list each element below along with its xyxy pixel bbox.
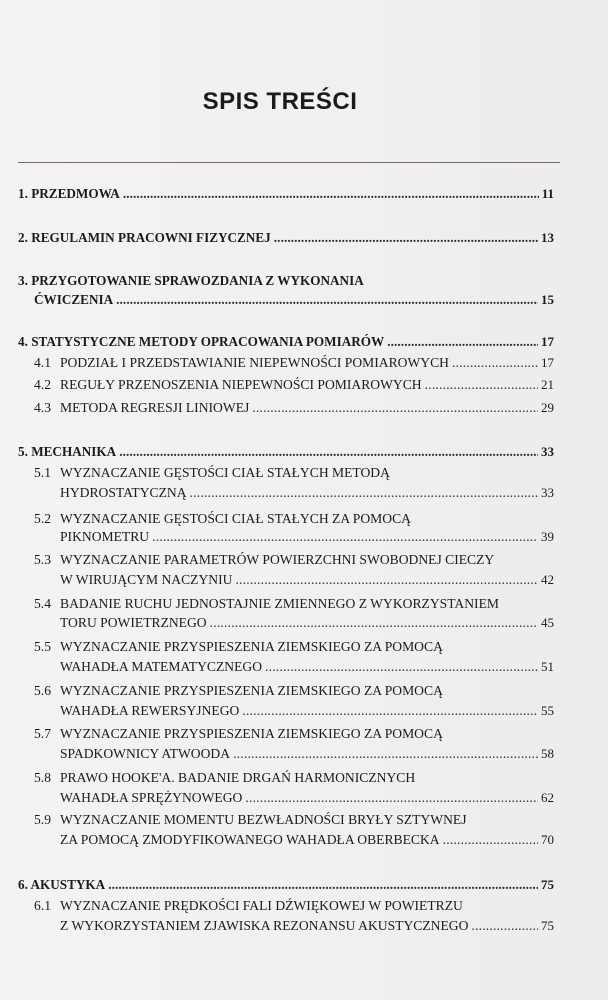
toc-chapter-4 (18, 333, 554, 350)
toc-page: 58 (541, 746, 554, 761)
toc-section-5-2-line1 (34, 510, 411, 527)
toc-section-5-4-line1 (34, 595, 499, 612)
toc-section-6-1 (60, 917, 554, 934)
toc-section-5-9 (60, 831, 554, 848)
dot-leader (210, 614, 538, 631)
toc-number: 4.2 (34, 377, 51, 392)
toc-section-5-1-line1 (34, 464, 390, 481)
toc-section-5-3 (60, 571, 554, 588)
dot-leader (471, 917, 538, 934)
toc-label: 1. PRZEDMOWA (18, 186, 120, 201)
toc-number: 5.1 (34, 465, 51, 480)
toc-label-line1: BADANIE RUCHU JEDNOSTAJNIE ZMIENNEGO Z WYKORZYSTANIEM (60, 596, 499, 611)
toc-page: 75 (541, 877, 554, 892)
toc-page: 45 (541, 615, 554, 630)
toc-number: 5.7 (34, 726, 51, 741)
dot-leader (274, 229, 538, 246)
toc-label: TORU POWIETRZNEGO (60, 615, 207, 630)
toc-label: WAHADŁA SPRĘŻYNOWEGO (60, 790, 243, 805)
toc-page: 62 (541, 790, 554, 805)
toc-section-5-5-line1 (34, 638, 443, 655)
toc-label-line1: WYZNACZANIE GĘSTOŚCI CIAŁ STAŁYCH METODĄ (60, 465, 390, 480)
toc-label-line1: PRAWO HOOKE'A. BADANIE DRGAŃ HARMONICZNYCH (60, 770, 416, 785)
toc-label-line1: WYZNACZANIE PRZYSPIESZENIA ZIEMSKIEGO ZA POMOCĄ (60, 726, 443, 741)
toc-label-line1: WYZNACZANIE MOMENTU BEZWŁADNOŚCI BRYŁY SZTYWNEJ (60, 812, 467, 827)
toc-page: 13 (541, 230, 554, 245)
toc-label: HYDROSTATYCZNĄ (60, 485, 187, 500)
toc-chapter-3-line1: 3. PRZYGOTOWANIE SPRAWOZDANIA Z WYKONANIA (18, 273, 364, 288)
toc-label: REGUŁY PRZENOSZENIA NIEPEWNOŚCI POMIAROWYCH (60, 377, 422, 392)
toc-page: 29 (541, 400, 554, 415)
toc-label-line1: WYZNACZANIE PRZYSPIESZENIA ZIEMSKIEGO ZA POMOCĄ (60, 639, 443, 654)
dot-leader (443, 831, 538, 848)
page-title: SPIS TREŚCI (202, 88, 358, 115)
dot-leader (235, 571, 538, 588)
toc-section-4-3 (34, 399, 554, 416)
toc-page: 39 (541, 529, 554, 544)
dot-leader (425, 376, 538, 393)
toc-section-4-1 (34, 354, 554, 371)
dot-leader (116, 291, 538, 308)
toc-number: 5.8 (34, 770, 51, 785)
toc-label: PIKNOMETRU (60, 529, 150, 544)
toc-chapter-2 (18, 229, 554, 246)
toc-number: 5.3 (34, 552, 51, 567)
toc-number: 4.3 (34, 400, 51, 415)
toc-label: W WIRUJĄCYM NACZYNIU (60, 572, 233, 587)
toc-chapter-3 (34, 291, 554, 308)
toc-section-5-3-line1 (34, 551, 494, 568)
toc-number: 5.9 (34, 812, 51, 827)
toc-number: 4.1 (34, 355, 51, 370)
toc-number: 5.6 (34, 683, 51, 698)
toc-page: 17 (541, 355, 554, 370)
toc-section-5-8 (60, 789, 554, 806)
toc-label: Z WYKORZYSTANIEM ZJAWISKA REZONANSU AKUSTYCZNEGO (60, 918, 469, 933)
toc-chapter-1 (18, 185, 554, 202)
toc-label-line1: WYZNACZANIE GĘSTOŚCI CIAŁ STAŁYCH ZA POMOCĄ (60, 511, 411, 526)
dot-leader (152, 528, 538, 545)
dot-leader (387, 333, 538, 350)
toc-section-5-9-line1 (34, 811, 467, 828)
dot-leader (242, 702, 538, 719)
toc-label: PODZIAŁ I PRZEDSTAWIANIE NIEPEWNOŚCI POMIAROWYCH (60, 355, 449, 370)
title-rule (18, 162, 560, 163)
toc-label-line1: WYZNACZANIE PRZYSPIESZENIA ZIEMSKIEGO ZA POMOCĄ (60, 683, 443, 698)
dot-leader (265, 658, 538, 675)
toc-page: 42 (541, 572, 554, 587)
toc-page: 70 (541, 832, 554, 847)
dot-leader (245, 789, 538, 806)
toc-chapter-5 (18, 443, 554, 460)
toc-label-line1: WYZNACZANIE PRĘDKOŚCI FALI DŹWIĘKOWEJ W POWIETRZU (60, 898, 463, 913)
dot-leader (252, 399, 538, 416)
toc-label: 5. MECHANIKA (18, 444, 117, 459)
toc-number: 6.1 (34, 898, 51, 913)
toc-label: METODA REGRESJI LINIOWEJ (60, 400, 250, 415)
toc-label-line1: WYZNACZANIE PARAMETRÓW POWIERZCHNI SWOBODNEJ CIECZY (60, 552, 495, 567)
toc-page: 51 (541, 659, 554, 674)
toc-label: ĆWICZENIA (34, 292, 114, 307)
toc-section-5-1 (60, 484, 554, 501)
toc-page: 33 (541, 444, 554, 459)
toc-page: 17 (541, 334, 554, 349)
dot-leader (190, 484, 538, 501)
toc-number: 5.5 (34, 639, 51, 654)
toc-number: 5.2 (34, 511, 51, 526)
toc-section-5-5 (60, 658, 554, 675)
toc-page: 15 (541, 292, 554, 307)
toc-label: 2. REGULAMIN PRACOWNI FIZYCZNEJ (18, 230, 271, 245)
toc-label: ZA POMOCĄ ZMODYFIKOWANEGO WAHADŁA OBERBECKA (60, 832, 440, 847)
toc-label: SPADKOWNICY ATWOODA (60, 746, 231, 761)
dot-leader (452, 354, 538, 371)
toc-page: 33 (541, 485, 554, 500)
toc-number: 5.4 (34, 596, 51, 611)
toc-page: 11 (541, 186, 554, 201)
toc-section-5-2 (60, 528, 554, 545)
toc-page: 75 (541, 918, 554, 933)
toc-label: WAHADŁA REWERSYJNEGO (60, 703, 240, 718)
toc-section-6-1-line1 (34, 897, 463, 914)
toc-section-5-8-line1 (34, 769, 415, 786)
toc-label: WAHADŁA MATEMATYCZNEGO (60, 659, 263, 674)
dot-leader (233, 745, 538, 762)
toc-section-5-4 (60, 614, 554, 631)
dot-leader (108, 876, 538, 893)
toc-section-5-6 (60, 702, 554, 719)
toc-label: 4. STATYSTYCZNE METODY OPRACOWANIA POMIARÓW (18, 334, 385, 349)
toc-page: 21 (541, 377, 554, 392)
dot-leader (123, 185, 539, 202)
toc-label: 6. AKUSTYKA (18, 877, 106, 892)
toc-section-4-2 (34, 376, 554, 393)
dot-leader (119, 443, 538, 460)
toc-chapter-6 (18, 876, 554, 893)
toc-page: 55 (541, 703, 554, 718)
toc-section-5-6-line1 (34, 682, 443, 699)
toc-section-5-7 (60, 745, 554, 762)
toc-section-5-7-line1 (34, 725, 443, 742)
